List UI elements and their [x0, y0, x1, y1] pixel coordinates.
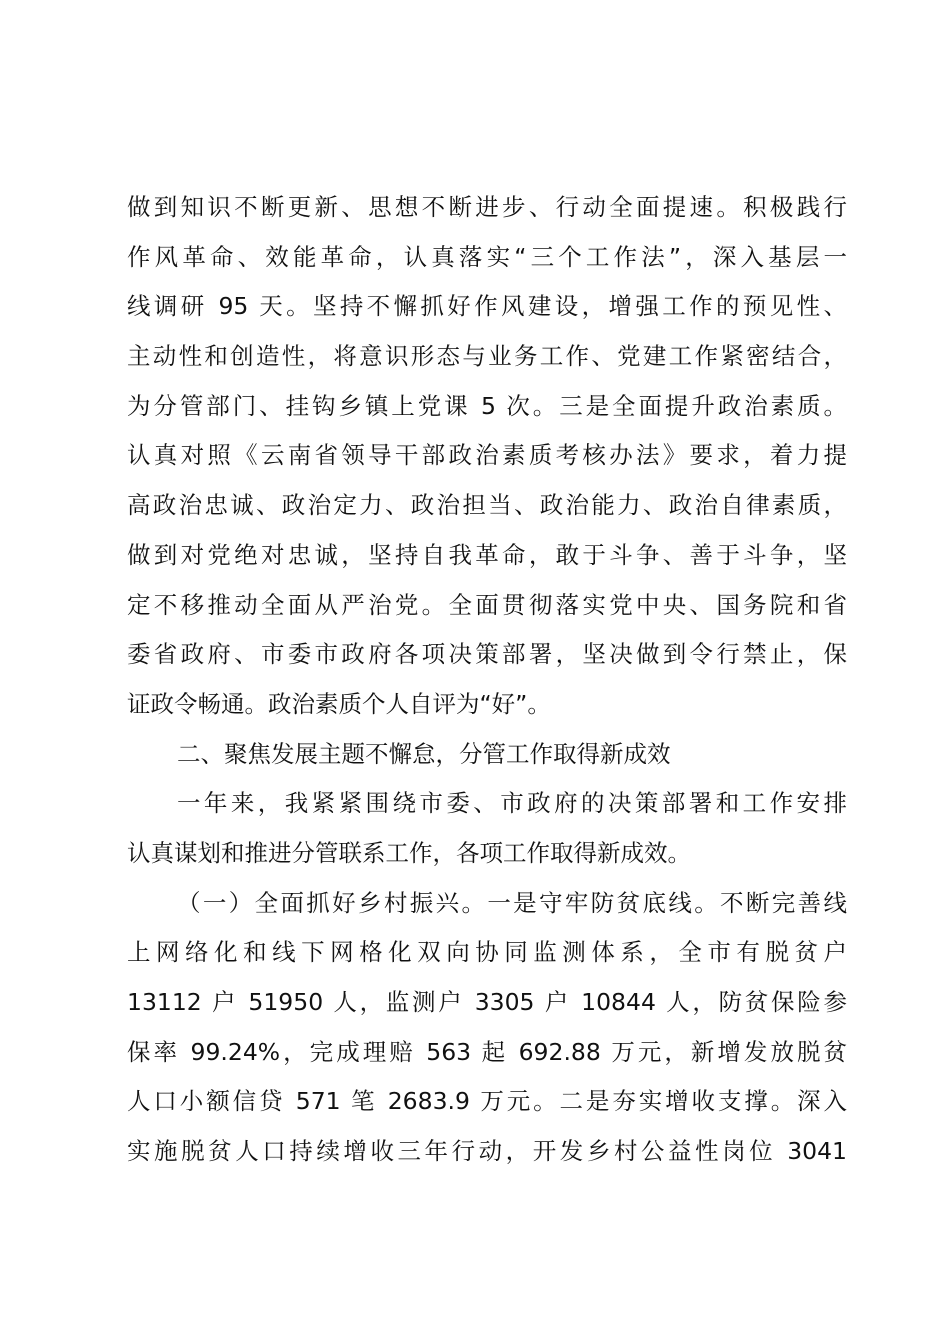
paragraph-line: 上网络化和线下网格化双向协同监测体系，全市有脱贫户 [127, 938, 847, 967]
paragraph-line: 主动性和创造性，将意识形态与业务工作、党建工作紧密结合， [127, 342, 847, 371]
paragraph-line: 证政令畅通。政治素质个人自评为“好”。 [127, 689, 551, 718]
section-heading: 二、聚焦发展主题不懈怠，分管工作取得新成效 [177, 739, 671, 768]
paragraph-line: 认真对照《云南省领导干部政治素质考核办法》要求，着力提 [127, 441, 847, 470]
paragraph-line: 认真谋划和推进分管联系工作，各项工作取得新成效。 [127, 838, 691, 867]
document-body [127, 183, 847, 1177]
paragraph-line: 一年来，我紧紧围绕市委、市政府的决策部署和工作安排 [177, 789, 847, 818]
paragraph-line: 实施脱贫人口持续增收三年行动，开发乡村公益性岗位 3041 [127, 1137, 847, 1166]
paragraph-line: 线调研 95 天。坚持不懈抓好作风建设，增强工作的预见性、 [127, 292, 847, 321]
paragraph-line: 委省政府、市委市政府各项决策部署，坚决做到令行禁止，保 [127, 640, 847, 669]
paragraph-line: 13112 户 51950 人，监测户 3305 户 10844 人，防贫保险参 [127, 988, 847, 1016]
paragraph-line: 作风革命、效能革命，认真落实“三个工作法”，深入基层一 [127, 242, 847, 271]
paragraph-line: 定不移推动全面从严治党。全面贯彻落实党中央、国务院和省 [127, 590, 847, 619]
paragraph-line: 为分管部门、挂钩乡镇上党课 5 次。三是全面提升政治素质。 [127, 391, 847, 420]
paragraph-line: 做到知识不断更新、思想不断进步、行动全面提速。积极践行 [127, 193, 847, 221]
paragraph-line: 高政治忠诚、政治定力、政治担当、政治能力、政治自律素质， [127, 491, 847, 520]
paragraph-line: 人口小额信贷 571 笔 2683.9 万元。二是夯实增收支撑。深入 [127, 1087, 847, 1116]
paragraph-line: （一）全面抓好乡村振兴。一是守牢防贫底线。不断完善线 [177, 888, 847, 917]
paragraph-line: 做到对党绝对忠诚，坚持自我革命，敢于斗争、善于斗争，坚 [127, 540, 847, 569]
paragraph-line: 保率 99.24%，完成理赔 563 起 692.88 万元，新增发放脱贫 [127, 1037, 847, 1066]
